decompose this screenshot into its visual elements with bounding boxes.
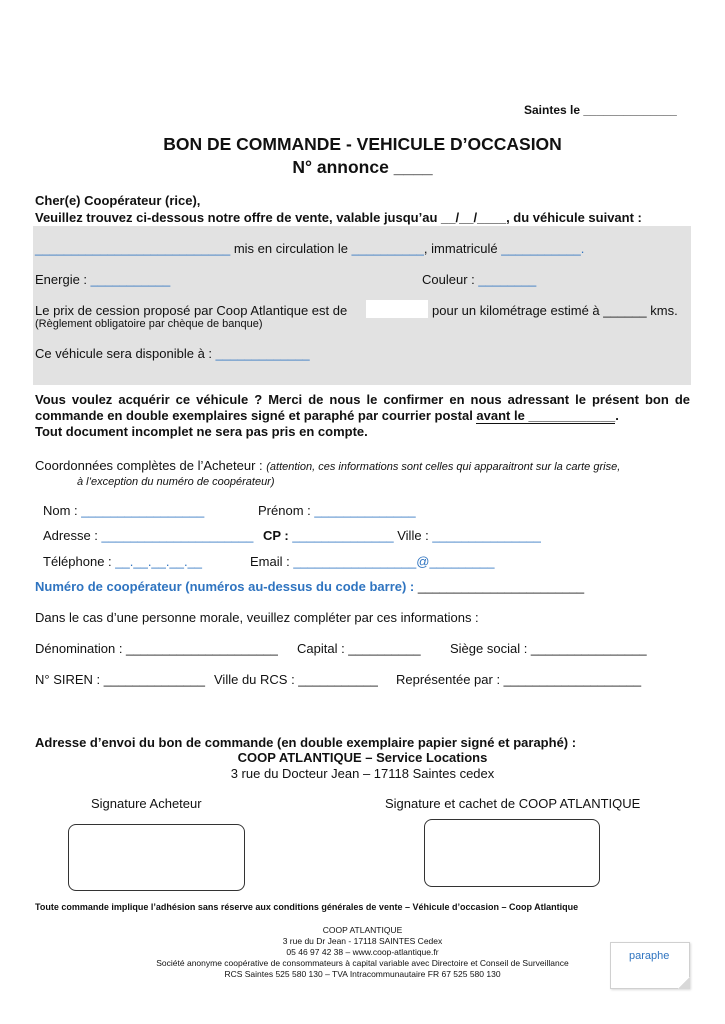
nom-label: Nom : bbox=[43, 503, 82, 518]
company-intro: Dans le cas d’une personne morale, veuillez compléter par ces informations : bbox=[35, 610, 479, 625]
footer-line-2: 3 rue du Dr Jean - 17118 SAINTES Cedex bbox=[282, 936, 443, 946]
confirm-line-1: Vous voulez acquérir ce véhicule ? Merci de nous le confirmer en nous adressant le présent bon de bbox=[35, 392, 690, 407]
coop-number-field[interactable]: _______________________ bbox=[417, 579, 585, 594]
siren-field[interactable]: N° SIREN : ______________ bbox=[35, 672, 205, 687]
tel-field[interactable]: __.__.__.__.__ bbox=[115, 554, 203, 569]
prenom-row bbox=[258, 503, 416, 518]
annonce-label: N° annonce bbox=[292, 157, 389, 177]
immat-end: . bbox=[580, 241, 585, 256]
buyer-heading-label: Coordonnées complètes de l’Acheteur : bbox=[35, 458, 267, 473]
represente-field[interactable]: Représentée par : ___________________ bbox=[396, 672, 642, 687]
cp-field[interactable]: ______________ bbox=[292, 528, 394, 543]
confirm-end: . bbox=[615, 408, 619, 423]
coop-number-row bbox=[35, 579, 584, 594]
address-street: 3 rue du Docteur Jean – 17118 Saintes cedex bbox=[230, 766, 495, 781]
cp-ville-row bbox=[263, 528, 541, 543]
buyer-heading-note-2: à l’exception du numéro de coopérateur) bbox=[77, 476, 275, 488]
prenom-field[interactable]: ______________ bbox=[314, 503, 416, 518]
immat-label: , immatriculé bbox=[423, 241, 502, 256]
prenom-label: Prénom : bbox=[258, 503, 315, 518]
price-text-1: Le prix de cession proposé par Coop Atlantique est de bbox=[35, 303, 348, 318]
confirm-line-2 bbox=[35, 408, 619, 424]
annonce-blank[interactable]: ____ bbox=[393, 157, 433, 177]
available-row bbox=[35, 346, 310, 361]
payment-note: (Règlement obligatoire par chèque de banque) bbox=[35, 318, 263, 330]
place-date bbox=[524, 103, 677, 117]
signature-buyer-label: Signature Acheteur bbox=[91, 796, 202, 811]
confirm-text: commande en double exemplaires signé et paraphé par courrier postal bbox=[35, 408, 477, 423]
signature-buyer-box[interactable] bbox=[68, 824, 245, 891]
phone-row bbox=[43, 554, 202, 569]
price-text-2: pour un kilométrage estimé à ______ kms. bbox=[432, 303, 678, 318]
adresse-field[interactable]: _____________________ bbox=[101, 528, 254, 543]
denomination-field[interactable]: Dénomination : _____________________ bbox=[35, 641, 278, 656]
address-company: COOP ATLANTIQUE – Service Locations bbox=[237, 750, 488, 765]
email-row bbox=[250, 554, 495, 569]
offer-text: Veuillez trouvez ci-dessous notre offre de vente, valable jusqu’au __/__/____, du véhicule suivant : bbox=[35, 210, 642, 225]
conditions-note: Toute commande implique l’adhésion sans réserve aux conditions générales de vente – Véhicule d’occasion – Coop Atlantique bbox=[35, 902, 579, 912]
available-label: Ce véhicule sera disponible à : bbox=[35, 346, 216, 361]
color-label: Couleur : bbox=[422, 272, 479, 287]
adresse-label: Adresse : bbox=[43, 528, 102, 543]
paraphe-label: paraphe bbox=[629, 950, 670, 962]
ville-field[interactable]: _______________ bbox=[432, 528, 541, 543]
place-date-label: Saintes le bbox=[524, 103, 581, 117]
color-row bbox=[422, 272, 536, 287]
energy-label: Energie : bbox=[35, 272, 91, 287]
footer-line-3: 05 46 97 42 38 – www.coop-atlantique.fr bbox=[286, 947, 439, 957]
email-label: Email : bbox=[250, 554, 294, 569]
capital-field[interactable]: Capital : __________ bbox=[297, 641, 421, 656]
rcs-field[interactable]: Ville du RCS : ___________ bbox=[214, 672, 378, 687]
signature-coop-label: Signature et cachet de COOP ATLANTIQUE bbox=[385, 796, 641, 811]
color-field[interactable]: ________ bbox=[478, 272, 537, 287]
footer-line-1: COOP ATLANTIQUE bbox=[322, 925, 403, 935]
signature-coop-box[interactable] bbox=[424, 819, 600, 887]
greeting: Cher(e) Coopérateur (rice), bbox=[35, 193, 201, 208]
address-heading: Adresse d’envoi du bon de commande (en double exemplaire papier signé et paraphé) : bbox=[35, 735, 577, 750]
vehicle-model-field[interactable]: ___________________________ bbox=[35, 241, 231, 256]
nom-row bbox=[43, 503, 204, 518]
paraphe-box[interactable] bbox=[610, 942, 690, 989]
email-field[interactable]: _________________@_________ bbox=[293, 554, 495, 569]
page-title: BON DE COMMANDE - VEHICULE D’OCCASION bbox=[163, 134, 562, 154]
vehicle-line-1 bbox=[35, 241, 584, 256]
tel-label: Téléphone : bbox=[43, 554, 116, 569]
price-field[interactable] bbox=[366, 300, 428, 318]
confirm-deadline-field[interactable]: avant le ____________ bbox=[476, 408, 616, 423]
immat-field[interactable]: ___________ bbox=[501, 241, 581, 256]
energy-field[interactable]: ___________ bbox=[90, 272, 171, 287]
circulation-date-field[interactable]: __________ bbox=[351, 241, 424, 256]
buyer-heading bbox=[35, 458, 620, 473]
energy-row bbox=[35, 272, 170, 287]
available-field[interactable]: _____________ bbox=[215, 346, 310, 361]
annonce-number bbox=[0, 157, 725, 178]
confirm-line-3: Tout document incomplet ne sera pas pris en compte. bbox=[35, 424, 368, 439]
footer-line-4: Société anonyme coopérative de consommateurs à capital variable avec Directoire et Conseil de Surveillance bbox=[156, 958, 569, 968]
nom-field[interactable]: _________________ bbox=[81, 503, 205, 518]
siege-field[interactable]: Siège social : ________________ bbox=[450, 641, 647, 656]
buyer-heading-note: (attention, ces informations sont celles qui apparaitront sur la carte grise, bbox=[266, 461, 621, 473]
circulation-label: mis en circulation le bbox=[230, 241, 352, 256]
cp-label: CP : bbox=[263, 528, 293, 543]
footer-line-5: RCS Saintes 525 580 130 – TVA Intracommunautaire FR 67 525 580 130 bbox=[224, 969, 501, 979]
address-row bbox=[43, 528, 253, 543]
place-date-blank[interactable]: ______________ bbox=[583, 103, 677, 117]
ville-label: Ville : bbox=[393, 528, 433, 543]
coop-number-label: Numéro de coopérateur (numéros au-dessus du code barre) : bbox=[35, 579, 418, 594]
